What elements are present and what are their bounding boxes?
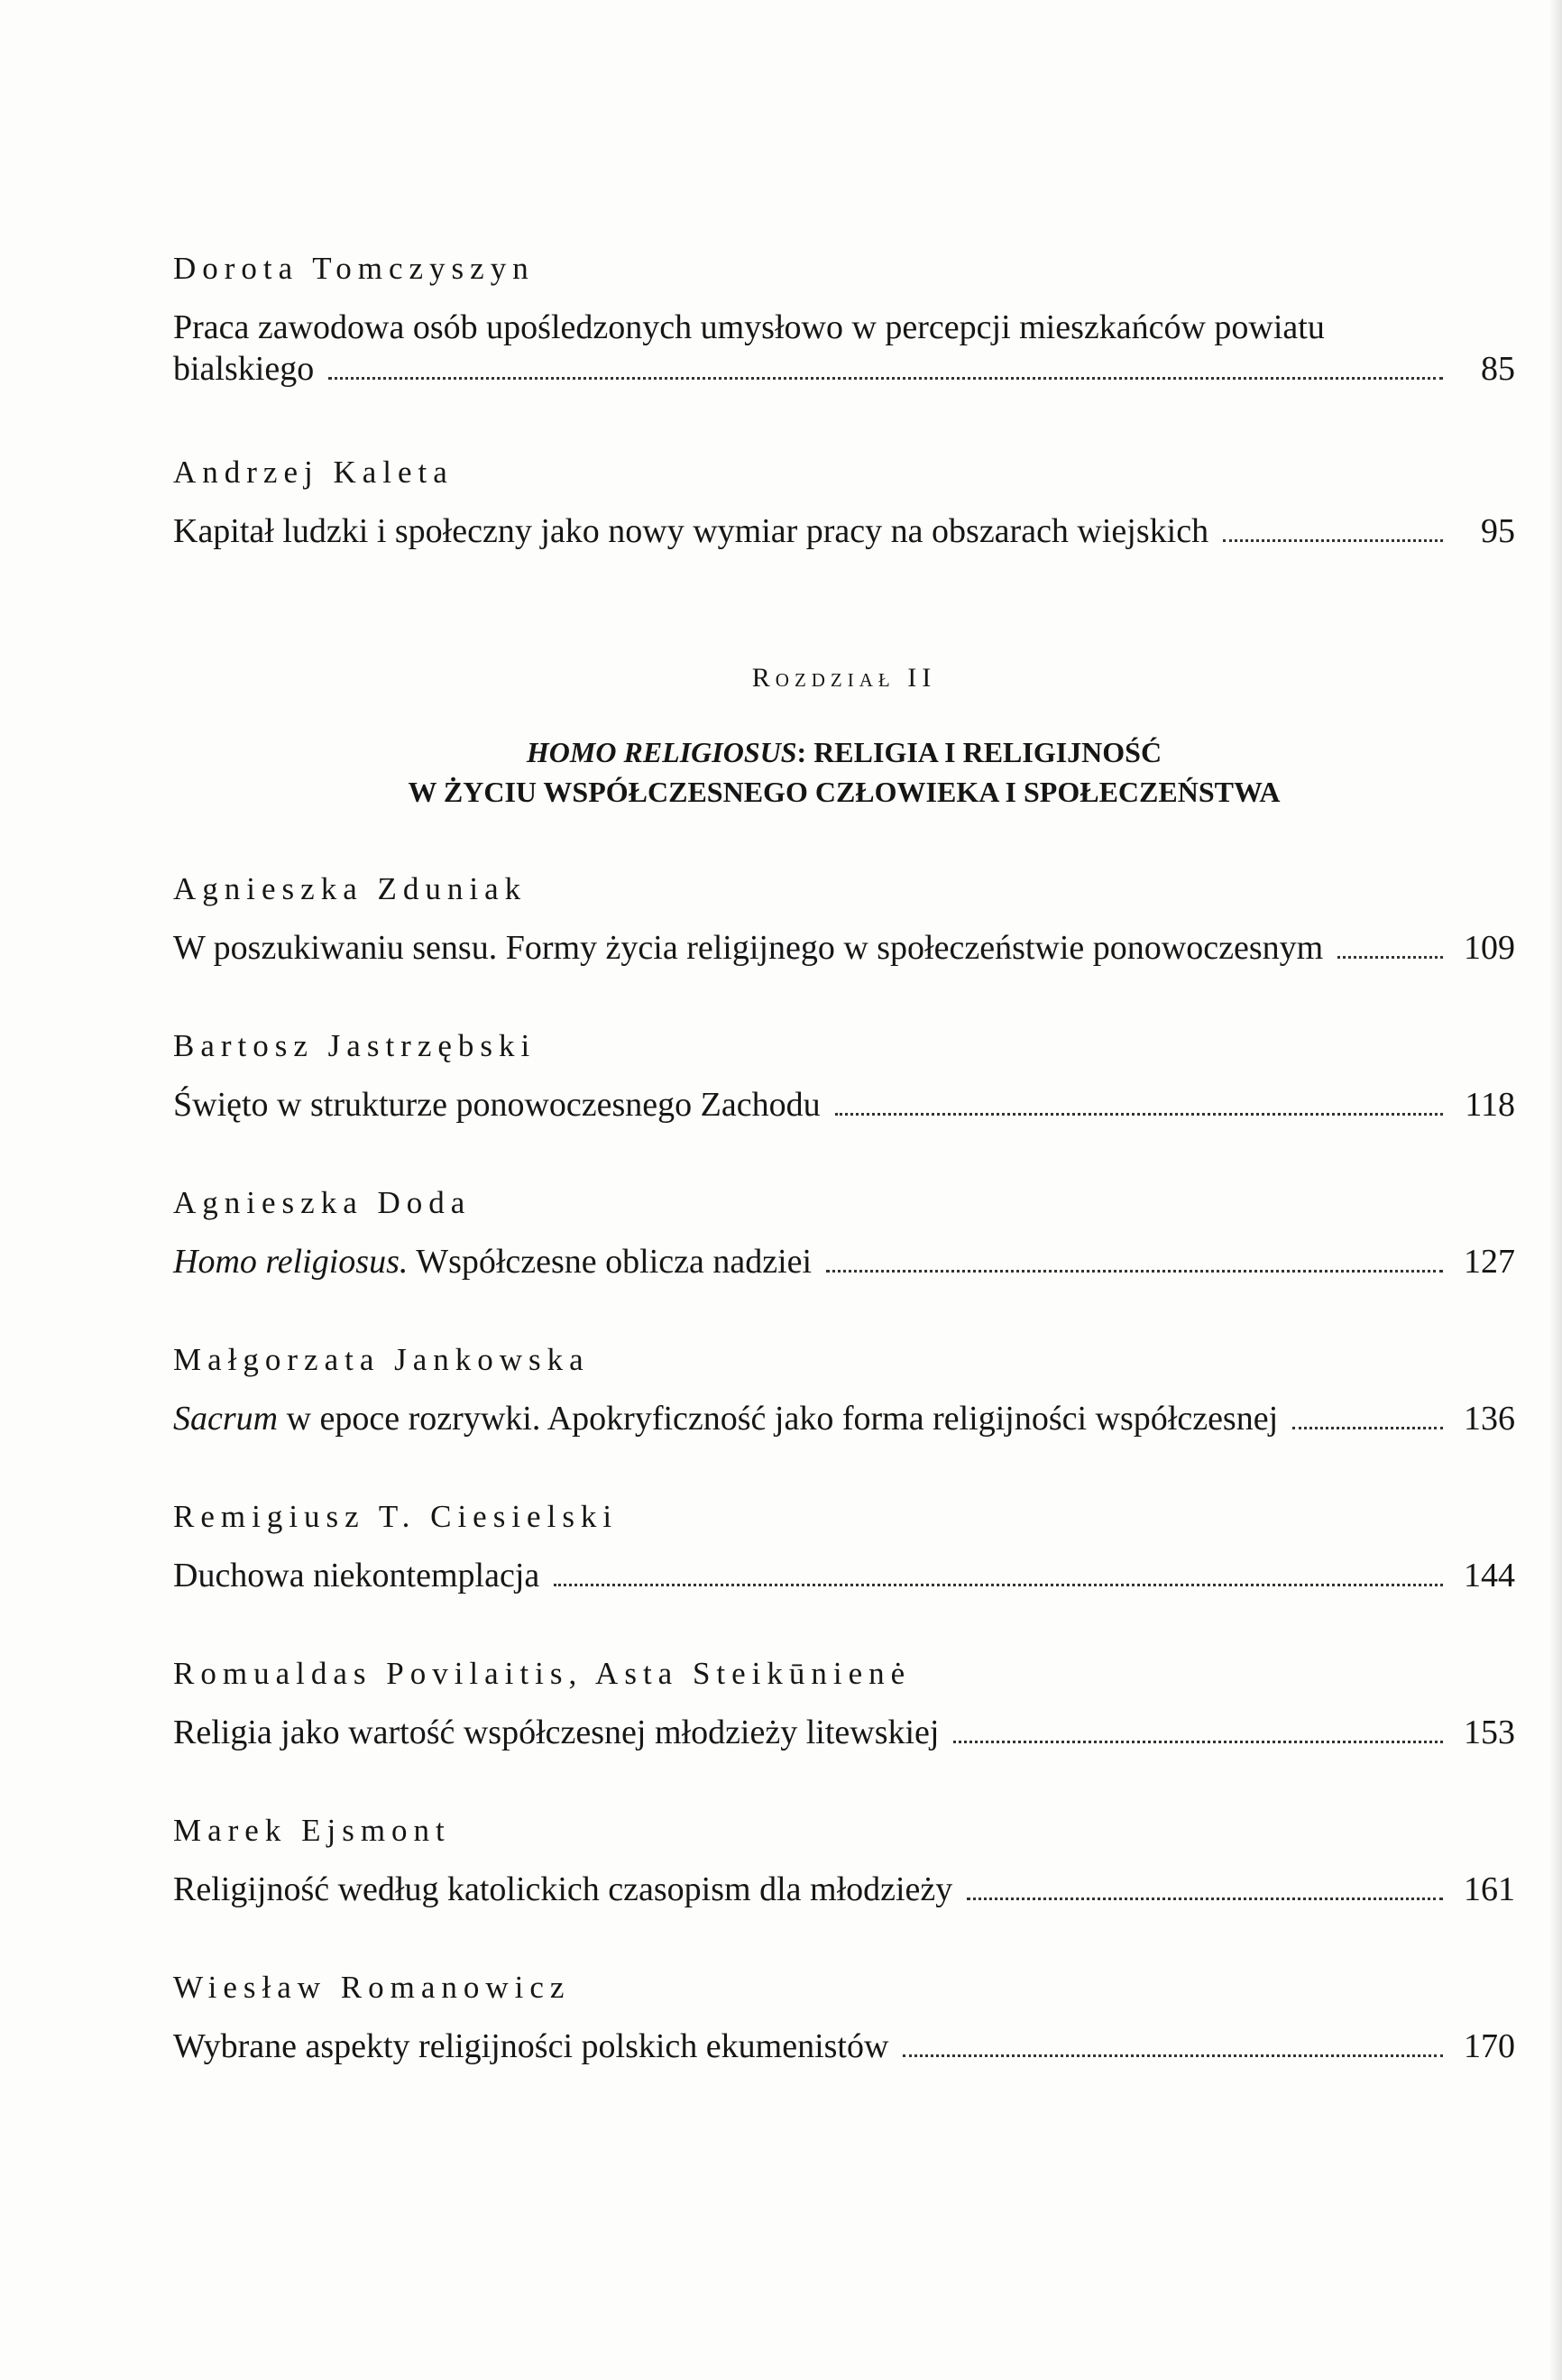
entry-title: Duchowa niekontemplacja: [173, 1557, 540, 1594]
dot-leader: [1337, 956, 1443, 959]
toc-entry: [173, 1340, 1515, 1439]
dot-leader: [554, 1584, 1443, 1586]
entry-title-rest: Współczesne oblicza nadziei: [408, 1243, 813, 1281]
entry-page-number: 136: [1464, 1400, 1515, 1438]
entry-author: Agnieszka Doda: [173, 1185, 472, 1220]
entry-author: Remigiusz T. Ciesielski: [173, 1499, 619, 1534]
entry-title-row: [173, 510, 1515, 552]
entry-title: [173, 1241, 812, 1282]
chapter-title-line1: [173, 732, 1515, 772]
entry-page-number: 95: [1481, 512, 1515, 550]
entry-title-row: [173, 348, 1515, 390]
entry-title: Kapitał ludzki i społeczny jako nowy wymiar pracy na obszarach wiejskich: [173, 512, 1209, 550]
chapter-title: [173, 732, 1515, 812]
entry-title-row: [173, 2026, 1515, 2067]
entry-author: Wiesław Romanowicz: [173, 1970, 571, 2005]
entry-page-number: 170: [1464, 2027, 1515, 2065]
entry-title-row: [173, 1712, 1515, 1753]
scan-edge-shadow: [1549, 0, 1562, 2380]
entry-title-row: [173, 1241, 1515, 1282]
dot-leader: [1223, 539, 1443, 542]
chapter-title-italic: HOMO RELIGIOSUS: [526, 736, 797, 768]
toc-entry: [173, 869, 1515, 969]
dot-leader: [835, 1113, 1443, 1116]
entry-title-rest: w epoce rozrywki. Apokryficzność jako forma religijności współczesnej: [278, 1400, 1279, 1438]
entry-page-number: 118: [1465, 1086, 1515, 1124]
entry-title: Religijność według katolickich czasopism dla młodzieży: [173, 1870, 953, 1908]
entry-title-italic: Sacrum: [173, 1400, 279, 1438]
dot-leader: [826, 1270, 1443, 1273]
toc-entry: [173, 249, 1515, 390]
entry-title-row: [173, 1084, 1515, 1126]
chapter-label: Rozdział II: [751, 663, 937, 693]
toc-entry: [173, 1026, 1515, 1126]
entry-title: Wybrane aspekty religijności polskich ekumenistów: [173, 2027, 889, 2065]
entry-title-row: [173, 1555, 1515, 1596]
chapter-title-line2: W ŻYCIU WSPÓŁCZESNEGO CZŁOWIEKA I SPOŁECZEŃSTWA: [408, 776, 1281, 808]
entry-title-line1: Praca zawodowa osób upośledzonych umysłowo w percepcji mieszkańców powiatu: [173, 308, 1325, 346]
entry-title: Religia jako wartość współczesnej młodzieży litewskiej: [173, 1714, 940, 1751]
entry-author: Romualdas Povilaitis, Asta Steikūnienė: [173, 1656, 912, 1691]
dot-leader: [953, 1741, 1443, 1743]
dot-leader: [967, 1898, 1443, 1900]
toc-entry: [173, 1968, 1515, 2067]
dot-leader: [1292, 1427, 1443, 1429]
entry-title: [173, 1398, 1278, 1439]
entry-author: Agnieszka Zduniak: [173, 871, 528, 906]
dot-leader: [328, 377, 1443, 380]
entry-title-italic: Homo religiosus.: [173, 1243, 409, 1281]
toc-entry: [173, 1183, 1515, 1282]
entry-author: Bartosz Jastrzębski: [173, 1028, 537, 1063]
entry-title: Święto w strukturze ponowoczesnego Zachodu: [173, 1086, 821, 1124]
entry-author: Marek Ejsmont: [173, 1813, 451, 1848]
toc-entry: [173, 1654, 1515, 1753]
chapter-heading: [173, 660, 1515, 812]
toc-entry: [173, 1811, 1515, 1910]
entry-title-line2: bialskiego: [173, 350, 315, 388]
entry-page-number: 153: [1464, 1714, 1515, 1751]
entry-author: Dorota Tomczyszyn: [173, 251, 535, 286]
entry-author: Małgorzata Jankowska: [173, 1342, 590, 1377]
entry-title-row: [173, 1398, 1515, 1439]
entry-page-number: 109: [1464, 929, 1515, 967]
entry-page-number: 85: [1481, 350, 1515, 388]
entry-title-row: [173, 1869, 1515, 1910]
entry-title-row: [173, 927, 1515, 969]
toc-entry: [173, 453, 1515, 552]
chapter-title-rest: : RELIGIA I RELIGIJNOŚĆ: [796, 736, 1162, 768]
entry-page-number: 161: [1464, 1870, 1515, 1908]
dot-leader: [903, 2054, 1443, 2057]
entry-title: W poszukiwaniu sensu. Formy życia religijnego w społeczeństwie ponowoczesnym: [173, 929, 1324, 967]
entry-page-number: 144: [1464, 1557, 1515, 1594]
toc-entry: [173, 1497, 1515, 1596]
entry-author: Andrzej Kaleta: [173, 455, 454, 490]
entry-page-number: 127: [1464, 1243, 1515, 1281]
